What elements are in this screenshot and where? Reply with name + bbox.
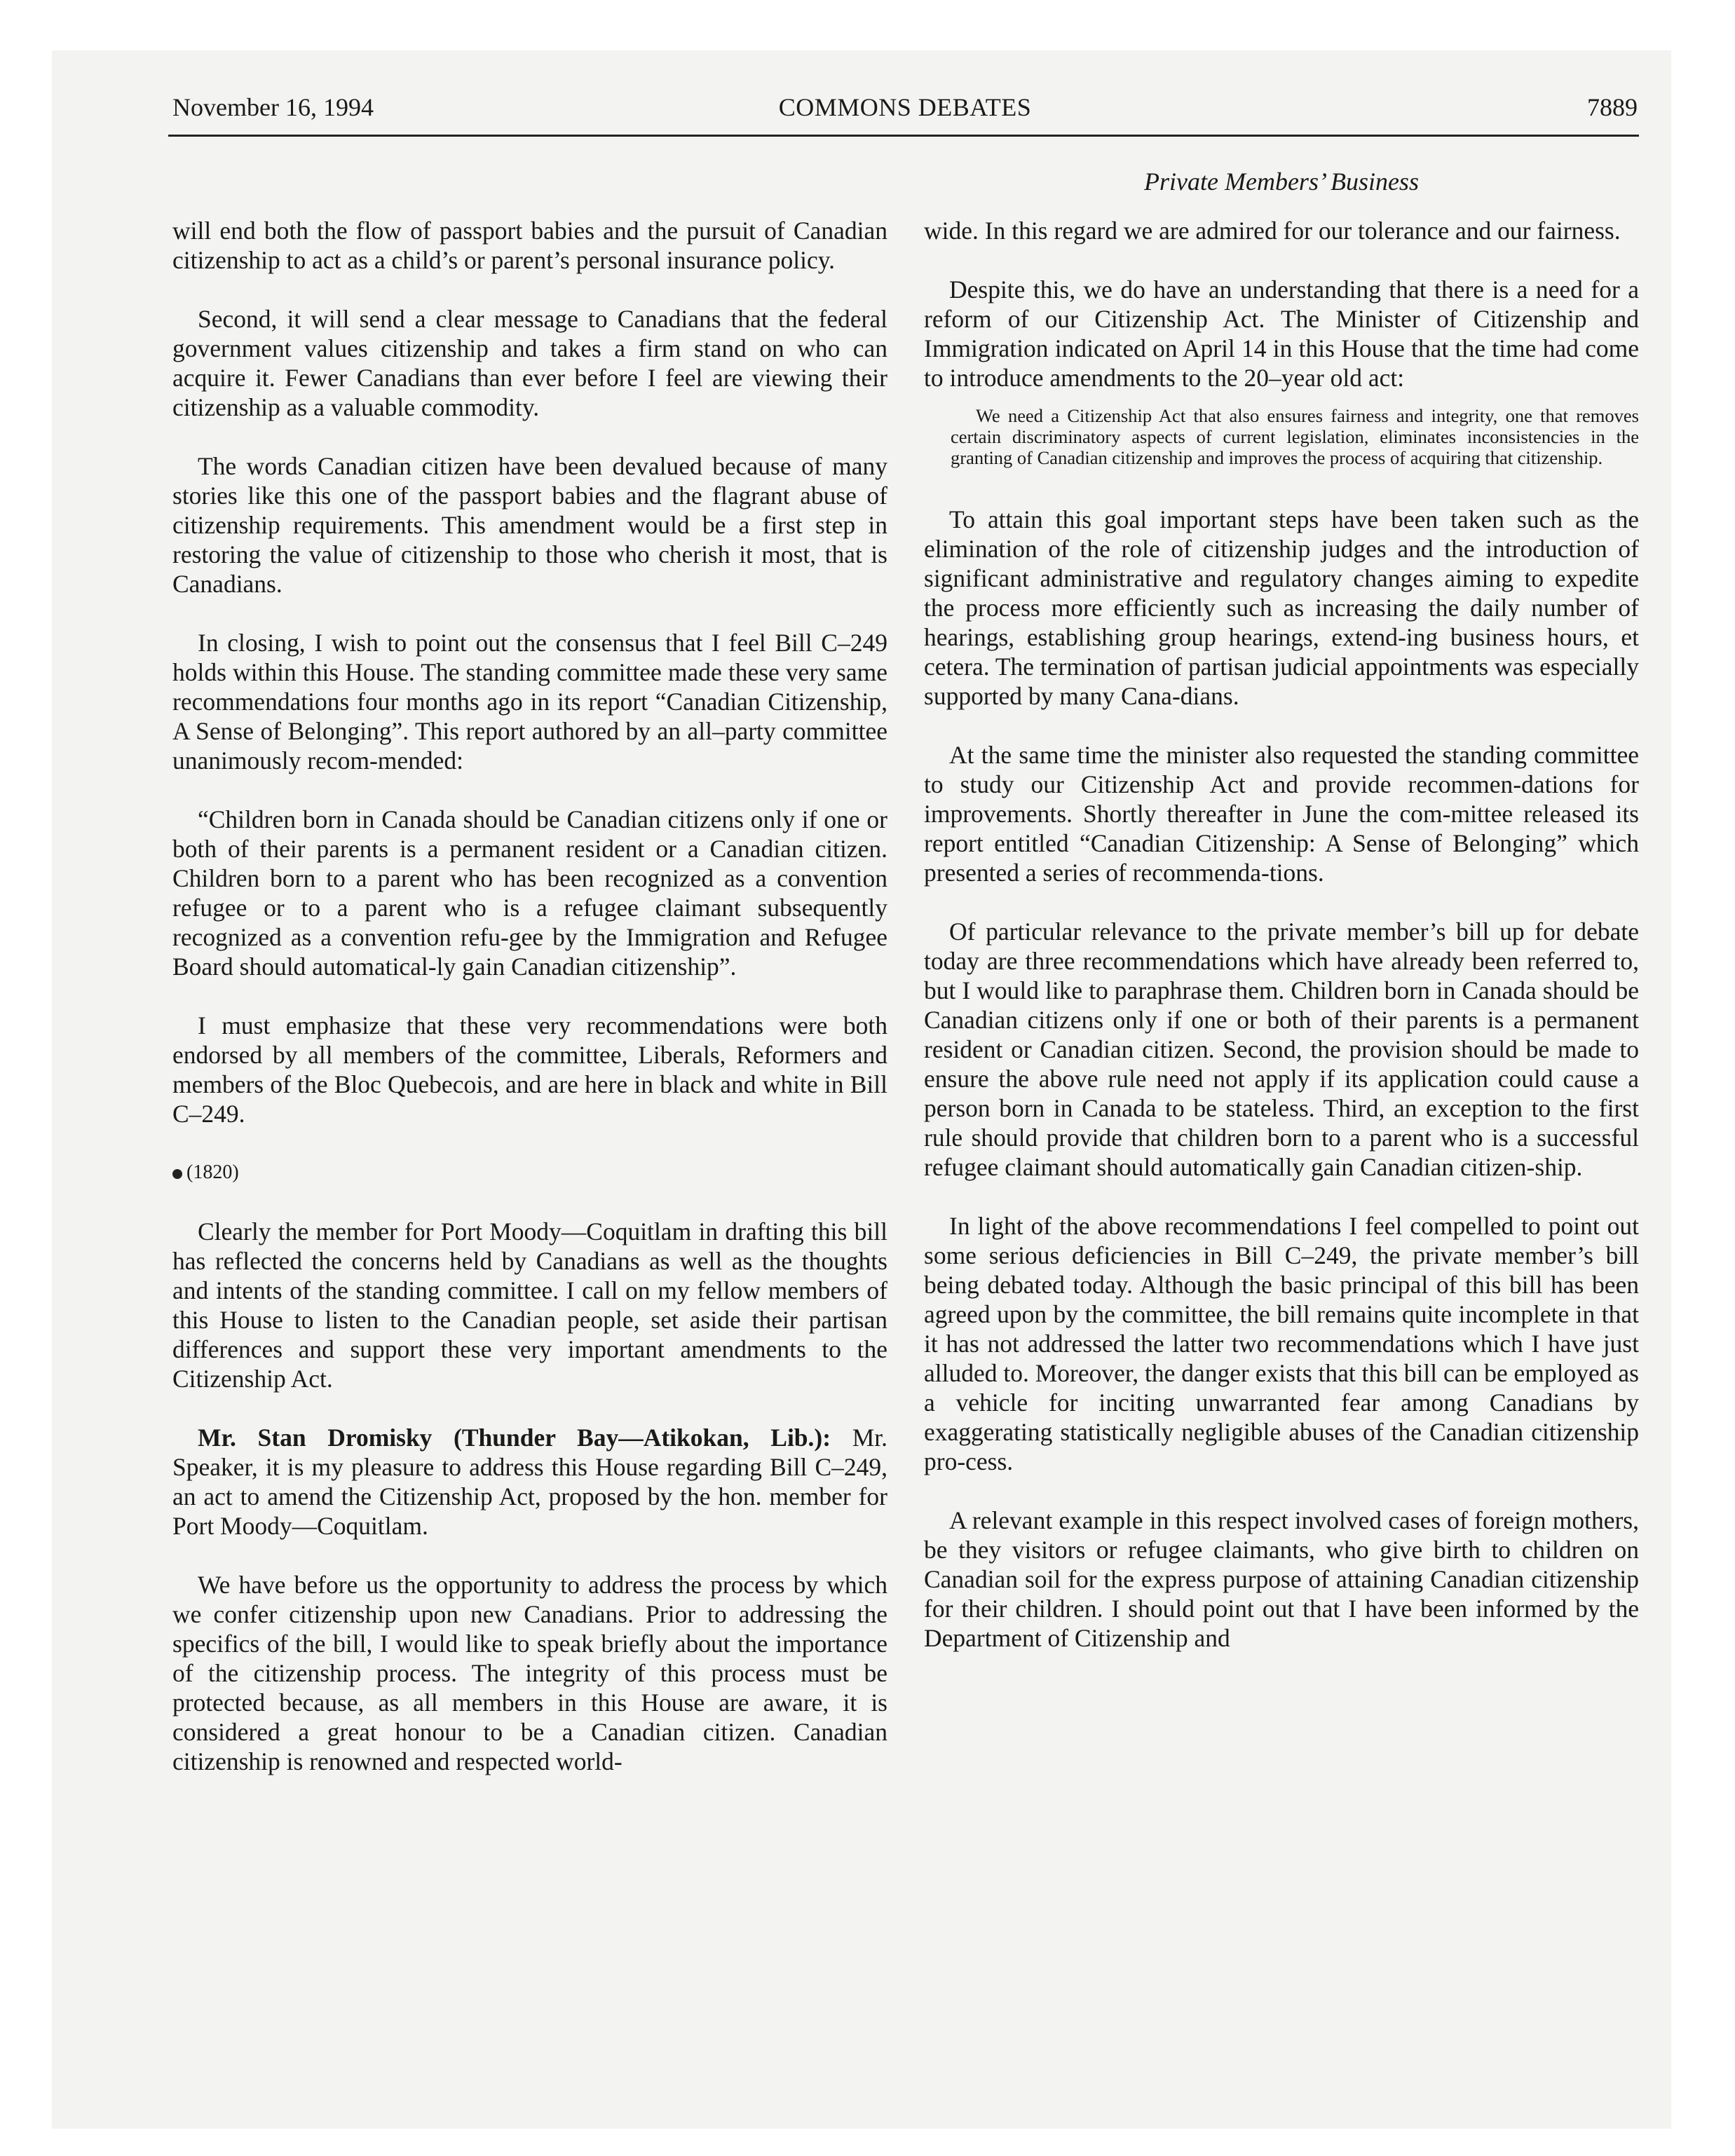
speech-text: Mr. Speaker, it is my pleasure to address this House regarding Bill C–249, an act to amend the Citizenship Act, proposed by the hon. member for Port Moody—Coquitlam. — [172, 1424, 887, 1540]
bullet-icon — [172, 1169, 182, 1179]
section-heading: Private Members’ Business — [1144, 168, 1419, 196]
paragraph: will end both the flow of passport babies and the pursuit of Canadian citizenship to act as a child’s or parent’s personal insurance policy. — [172, 217, 887, 274]
paragraph: At the same time the minister also requested the standing committee to study our Citizenship Act and provide recommen-dations for improvements. Shortly thereafter in June the com-mittee released its report entitled “Canadian Citizenship: A Sense of Belonging” which presented a series of recommenda-tions. — [924, 741, 1639, 887]
paragraph: Second, it will send a clear message to Canadians that the federal government values citizenship and takes a firm stand on who can acquire it. Fewer Canadians than ever before I feel are viewing their citizenship as a valuable commodity. — [172, 305, 887, 421]
header-title: COMMONS DEBATES — [778, 93, 1032, 121]
left-column — [172, 216, 887, 1806]
paragraph: In light of the above recommendations I feel compelled to point out some serious deficiencies in Bill C–249, the private member’s bill being debated today. Although the basic principal of this bill has been agreed upon by the committee, the bill remains quite incomplete in that it has not addressed the latter two recommendations which I have just alluded to. Moreover, the danger exists that this bill can be employed as a vehicle for inciting unwarranted fear among Canadians by exaggerating statistically negligible abuses of the Canadian citizenship pro-cess. — [924, 1212, 1639, 1475]
running-header — [172, 93, 1638, 132]
paragraph: The words Canadian citizen have been devalued because of many stories like this one of the passport babies and the flagrant abuse of citizenship requirements. This amendment would be a first step in restoring the value of citizenship to those who cherish it most, that is Canadians. — [172, 452, 887, 598]
paragraph: Of particular relevance to the private member’s bill up for debate today are three recommendations which have already been referred to, but I would like to paraphrase them. Children born in Canada should be Canadian citizens only if one or both of their parents is a permanent resident or Canadian citizen. Second, the provision should be made to ensure the above rule need not apply if its application could cause a person born in Canada to be stateless. Third, an exception to the first rule should provide that children born to a parent who is a successful refugee claimant should automatically gain Canadian citizen-ship. — [924, 917, 1639, 1181]
block-quote: We need a Citizenship Act that also ensures fairness and integrity, one that removes certain discriminatory aspects of current legislation, eliminates inconsistencies in the granting of Canadian citizenship and improves the process of acquiring that citizenship. — [951, 405, 1639, 468]
header-rule — [168, 135, 1639, 137]
paragraph: To attain this goal important steps have been taken such as the elimination of the role of citizenship judges and the introduction of significant administrative and regulatory changes aiming to expedite the process more efficiently such as increasing the daily number of hearings, establishing group hearings, extend-ing business hours, et cetera. The termination of partisan judicial appointments was especially supported by many Cana-dians. — [924, 505, 1639, 710]
speaker-name: Mr. Stan Dromisky (Thunder Bay—Atikokan, Lib.): — [198, 1424, 831, 1452]
paragraph: Clearly the member for Port Moody—Coquitlam in drafting this bill has reflected the concerns held by Canadians as well as the thoughts and intents of the standing committee. I call on my fellow members of this House to listen to the Canadian people, set aside their partisan differences and support these very important amendments to the Citizenship Act. — [172, 1217, 887, 1393]
quoted-recommendation: “Children born in Canada should be Canadian citizens only if one or both of their parents is a permanent resident or a Canadian citizen. Children born to a parent who has been recognized as a convention refugee or to a parent who is a refugee claimant subsequently recognized as a convention refu-gee by the Immigration and Refugee Board should automatical-ly gain Canadian citizenship”. — [172, 805, 887, 981]
paragraph: wide. In this regard we are admired for our tolerance and our fairness. — [924, 217, 1621, 245]
speech-paragraph — [172, 1423, 887, 1541]
paragraph: In closing, I wish to point out the consensus that I feel Bill C–249 holds within this House. The standing committee made these very same recommendations four months ago in its report “Canadian Citizenship, A Sense of Belonging”. This report authored by an all–party committee unanimously recom-mended: — [172, 629, 887, 775]
paragraph: A relevant example in this respect involved cases of foreign mothers, be they visitors or refugee claimants, who give birth to children on Canadian soil for the express purpose of attaining Canadian citizenship for their children. I should point out that I have been informed by the Department of Citizenship and — [924, 1506, 1639, 1652]
header-date: November 16, 1994 — [172, 93, 374, 121]
header-page-number: 7889 — [1587, 93, 1638, 121]
paragraph: Despite this, we do have an understanding that there is a need for a reform of our Citizenship Act. The Minister of Citizenship and Immigration indicated on April 14 in this House that the time had come to introduce amendments to the 20–year old act: — [924, 275, 1639, 392]
timestamp-marker — [172, 1158, 887, 1187]
timestamp-text: (1820) — [186, 1161, 239, 1183]
paragraph: We have before us the opportunity to address the process by which we confer citizenship upon new Canadians. Prior to addressing the specifics of the bill, I would like to speak briefly about the importance of the citizenship process. The integrity of this process must be protected because, as all members in this House are aware, it is considered a great honour to be a Canadian citizen. Canadian citizenship is renowned and respected world- — [172, 1571, 887, 1775]
right-column — [924, 216, 1639, 1682]
paragraph: I must emphasize that these very recommendations were both endorsed by all members of the committee, Liberals, Reformers and members of the Bloc Quebecois, and are here in black and white in Bill C–249. — [172, 1011, 887, 1128]
